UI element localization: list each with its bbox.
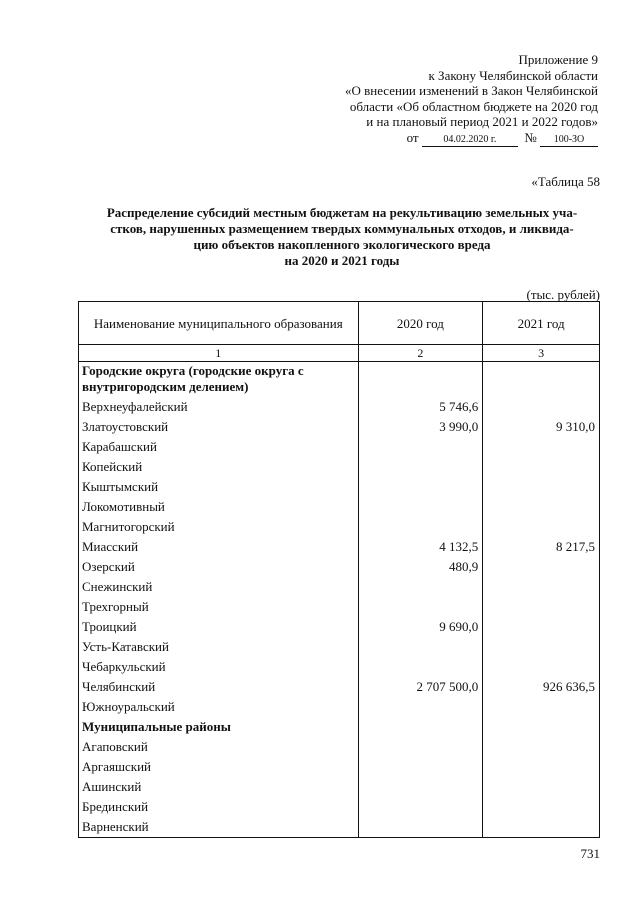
value-2020 [358,777,483,797]
appendix-line: Приложение 9 [518,52,598,67]
municipality-name: Копейский [79,457,359,477]
municipality-name: Златоустовский [79,417,359,437]
column-header-name: Наименование муниципального образования [79,302,359,345]
municipality-name: Миасский [79,537,359,557]
column-number-3: 3 [483,345,600,362]
appendix-header [268,52,598,147]
municipality-name: Верхнеуфалейский [79,397,359,417]
table-label: «Таблица 58 [531,174,600,189]
from-label: от [406,129,419,145]
table-row [79,677,600,697]
municipality-name: Варненский [79,817,359,838]
table-row [79,417,600,437]
law-date-number-line [268,130,598,147]
table-title [82,205,602,269]
municipality-name: Трехгорный [79,597,359,617]
title-line: на 2020 и 2021 годы [284,253,400,268]
municipality-name: Снежинский [79,577,359,597]
table-row [79,437,600,457]
value-2021: 9 310,0 [483,417,600,437]
value-2021 [483,577,600,597]
value-2021 [483,797,600,817]
value-2021 [483,637,600,657]
value-2021 [483,397,600,417]
table-row [79,657,600,677]
table-row [79,597,600,617]
municipality-name: Усть-Катавский [79,637,359,657]
table-row [79,457,600,477]
units-label: (тыс. рублей) [526,287,600,302]
table-row [79,817,600,838]
value-2021 [483,597,600,617]
number-label: № [524,129,537,145]
value-2020 [358,637,483,657]
column-number-1: 1 [79,345,359,362]
table-row [79,577,600,597]
value-2021 [483,497,600,517]
value-2021 [483,777,600,797]
table-row [79,797,600,817]
municipality-name: Южноуральский [79,697,359,717]
municipality-name: Челябинский [79,677,359,697]
value-2020 [358,497,483,517]
municipality-name: Кыштымский [79,477,359,497]
table-row [79,517,600,537]
value-2021 [483,457,600,477]
page-number: 731 [580,846,600,861]
value-2021 [483,817,600,838]
value-2020 [358,697,483,717]
table-row [79,697,600,717]
table-row [79,497,600,517]
value-2021 [483,362,600,398]
value-2021 [483,477,600,497]
value-2021 [483,697,600,717]
municipality-name: Аргаяшский [79,757,359,777]
appendix-line: области «Об областном бюджете на 2020 год [349,98,598,114]
table-row [79,737,600,757]
law-date: 04.02.2020 г. [422,134,518,147]
value-2020: 9 690,0 [358,617,483,637]
table-row [79,477,600,497]
appendix-line: «О внесении изменений в Закон Челябинской [344,83,598,98]
column-number-2: 2 [358,345,483,362]
municipality-name: Городские округа (городские округа с внутригородским делением) [79,362,359,398]
value-2020: 2 707 500,0 [358,677,483,697]
municipality-name: Карабашский [79,437,359,457]
value-2021 [483,657,600,677]
municipality-name: Локомотивный [79,497,359,517]
table-row [79,557,600,577]
value-2021 [483,437,600,457]
value-2021 [483,617,600,637]
value-2020 [358,597,483,617]
municipality-name: Троицкий [79,617,359,637]
subsidy-table [78,301,600,838]
value-2020 [358,477,483,497]
value-2020 [358,437,483,457]
value-2021 [483,517,600,537]
value-2020 [358,517,483,537]
value-2020 [358,362,483,398]
title-line: цию объектов накопленного экологического вреда [193,237,491,252]
column-header-2020: 2020 год [358,302,483,345]
table-row [79,777,600,797]
municipality-name: Агаповский [79,737,359,757]
value-2020 [358,797,483,817]
municipality-name: Чебаркульский [79,657,359,677]
value-2020: 3 990,0 [358,417,483,437]
column-header-2021: 2021 год [483,302,600,345]
value-2021: 8 217,5 [483,537,600,557]
table-row [79,397,600,417]
table-row [79,537,600,557]
table-row [79,617,600,637]
value-2020 [358,817,483,838]
value-2020 [358,717,483,737]
law-number: 100-ЗО [540,134,598,147]
section-row [79,717,600,737]
municipality-name: Брединский [79,797,359,817]
municipality-name: Муниципальные районы [79,717,359,737]
value-2021: 926 636,5 [483,677,600,697]
municipality-name: Магнитогорский [79,517,359,537]
value-2021 [483,757,600,777]
section-row [79,362,600,398]
value-2020: 480,9 [358,557,483,577]
municipality-name: Озерский [79,557,359,577]
title-line: стков, нарушенных размещением твердых коммунальных отходов, и ликвида- [110,221,574,236]
value-2020 [358,757,483,777]
title-line: Распределение субсидий местным бюджетам на рекультивацию земельных уча- [106,205,578,220]
value-2020: 5 746,6 [358,397,483,417]
value-2020 [358,457,483,477]
value-2021 [483,557,600,577]
value-2020: 4 132,5 [358,537,483,557]
appendix-line: к Закону Челябинской области [428,67,598,83]
value-2021 [483,717,600,737]
table-row [79,637,600,657]
value-2020 [358,577,483,597]
municipality-name: Ашинский [79,777,359,797]
appendix-line: и на плановый период 2021 и 2022 годов» [366,114,598,129]
value-2021 [483,737,600,757]
value-2020 [358,737,483,757]
table-row [79,757,600,777]
value-2020 [358,657,483,677]
